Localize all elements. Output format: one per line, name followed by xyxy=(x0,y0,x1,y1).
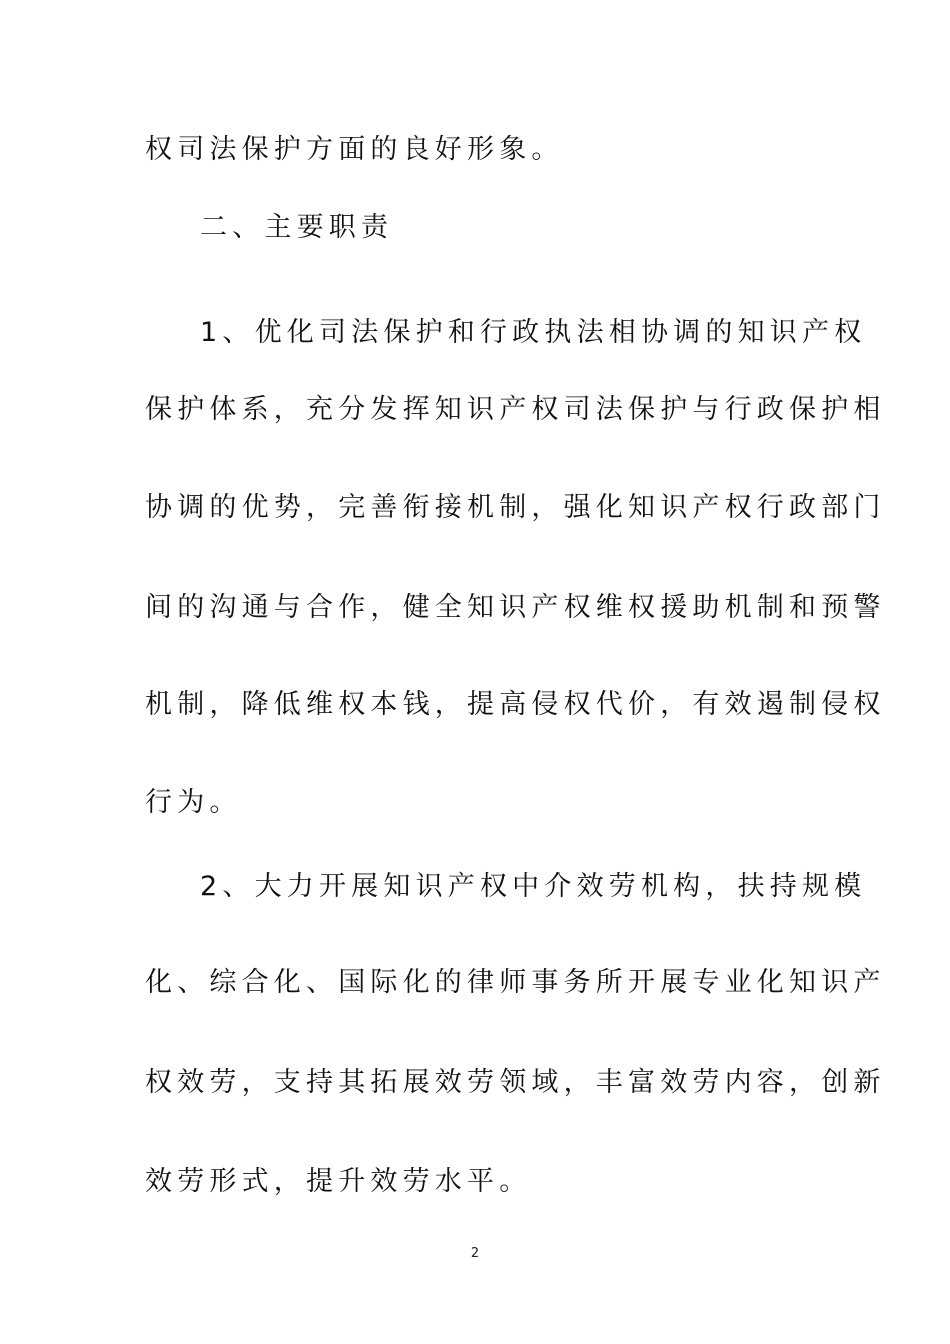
text-line: 权效劳，支持其拓展效劳领域，丰富效劳内容，创新 xyxy=(145,1067,886,1098)
text-line: 协调的优势，完善衔接机制，强化知识产权行政部门 xyxy=(145,492,886,523)
page-number: 2 xyxy=(470,1246,480,1261)
text-line: 行为。 xyxy=(145,787,242,818)
section-heading: 二、主要职责 xyxy=(200,212,394,243)
text-line: 1、优化司法保护和行政执法相协调的知识产权 xyxy=(200,317,867,348)
text-line: 保护体系，充分发挥知识产权司法保护与行政保护相 xyxy=(145,394,886,425)
text-line: 间的沟通与合作，健全知识产权维权援助机制和预警 xyxy=(145,592,886,623)
text-line: 效劳形式，提升效劳水平。 xyxy=(145,1166,532,1197)
text-line: 化、综合化、国际化的律师事务所开展专业化知识产 xyxy=(145,967,886,998)
text-line: 权司法保护方面的良好形象。 xyxy=(145,134,564,165)
text-line: 机制，降低维权本钱，提高侵权代价，有效遏制侵权 xyxy=(145,689,886,720)
text-line: 2、大力开展知识产权中介效劳机构，扶持规模 xyxy=(200,871,867,902)
